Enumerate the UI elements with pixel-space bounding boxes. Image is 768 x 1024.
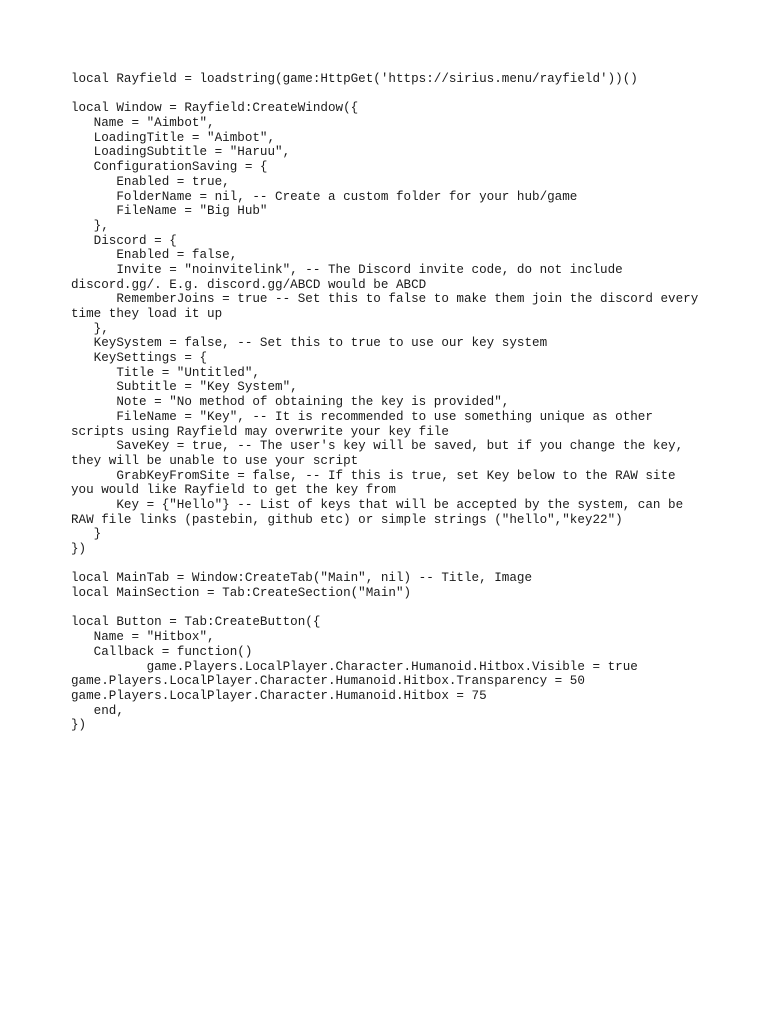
code-line: game.Players.LocalPlayer.Character.Humanoid.Hitbox = 75 [71, 688, 487, 703]
code-line: local Button = Tab:CreateButton({ [71, 615, 321, 630]
code-line: Title = "Untitled", [71, 365, 260, 380]
code-line [71, 87, 731, 102]
code-line: game.Players.LocalPlayer.Character.Humanoid.Hitbox.Transparency = 50 [71, 674, 585, 689]
code-line: }) [71, 718, 87, 733]
code-line: RAW file links (pastebin, github etc) or simple strings ("hello","key22") [71, 512, 623, 527]
code-line: Enabled = false, [71, 248, 238, 263]
code-line: they will be unable to use your script [71, 453, 359, 468]
code-line: local MainSection = Tab:CreateSection("Main") [71, 586, 412, 601]
code-line [71, 601, 731, 616]
code-line: }, [71, 321, 109, 336]
code-line: game.Players.LocalPlayer.Character.Humanoid.Hitbox.Visible = true [71, 659, 638, 674]
code-line: Key = {"Hello"} -- List of keys that will be accepted by the system, can be [71, 497, 684, 512]
code-line: Name = "Aimbot", [71, 116, 215, 131]
code-line: RememberJoins = true -- Set this to false to make them join the discord every [71, 292, 699, 307]
code-listing [71, 72, 731, 733]
code-line: time they load it up [71, 307, 223, 321]
code-line: FolderName = nil, -- Create a custom folder for your hub/game [71, 189, 578, 204]
code-line: }, [71, 218, 109, 233]
code-line: } [71, 527, 102, 542]
code-line: Discord = { [71, 233, 177, 248]
code-line: discord.gg/. E.g. discord.gg/ABCD would be ABCD [71, 277, 427, 292]
code-line: KeySystem = false, -- Set this to true to use our key system [71, 336, 548, 351]
code-line: Note = "No method of obtaining the key is provided", [71, 395, 510, 410]
code-line: Subtitle = "Key System", [71, 380, 298, 395]
code-line: Enabled = true, [71, 174, 230, 189]
code-line: end, [71, 703, 124, 718]
code-line: local MainTab = Window:CreateTab("Main", nil) -- Title, Image [71, 571, 533, 586]
code-line: FileName = "Key", -- It is recommended to use something unique as other [71, 409, 653, 424]
code-line: KeySettings = { [71, 351, 208, 366]
code-line: }) [71, 542, 87, 556]
code-line: local Rayfield = loadstring(game:HttpGet('https://sirius.menu/rayfield'))() [71, 72, 638, 86]
code-line: SaveKey = true, -- The user's key will be saved, but if you change the key, [71, 439, 684, 454]
code-line: GrabKeyFromSite = false, -- If this is true, set Key below to the RAW site [71, 468, 676, 483]
code-line: you would like Rayfield to get the key from [71, 483, 396, 498]
code-line: ConfigurationSaving = { [71, 160, 268, 175]
code-line: local Window = Rayfield:CreateWindow({ [71, 101, 359, 116]
code-line [71, 557, 731, 572]
code-line: Invite = "noinvitelink", -- The Discord invite code, do not include [71, 262, 623, 277]
code-line: Callback = function() [71, 644, 253, 659]
code-line: FileName = "Big Hub" [71, 204, 268, 219]
code-line: LoadingTitle = "Aimbot", [71, 130, 276, 145]
code-line: scripts using Rayfield may overwrite your key file [71, 424, 449, 439]
code-line: LoadingSubtitle = "Haruu", [71, 145, 291, 160]
code-line: Name = "Hitbox", [71, 630, 215, 645]
